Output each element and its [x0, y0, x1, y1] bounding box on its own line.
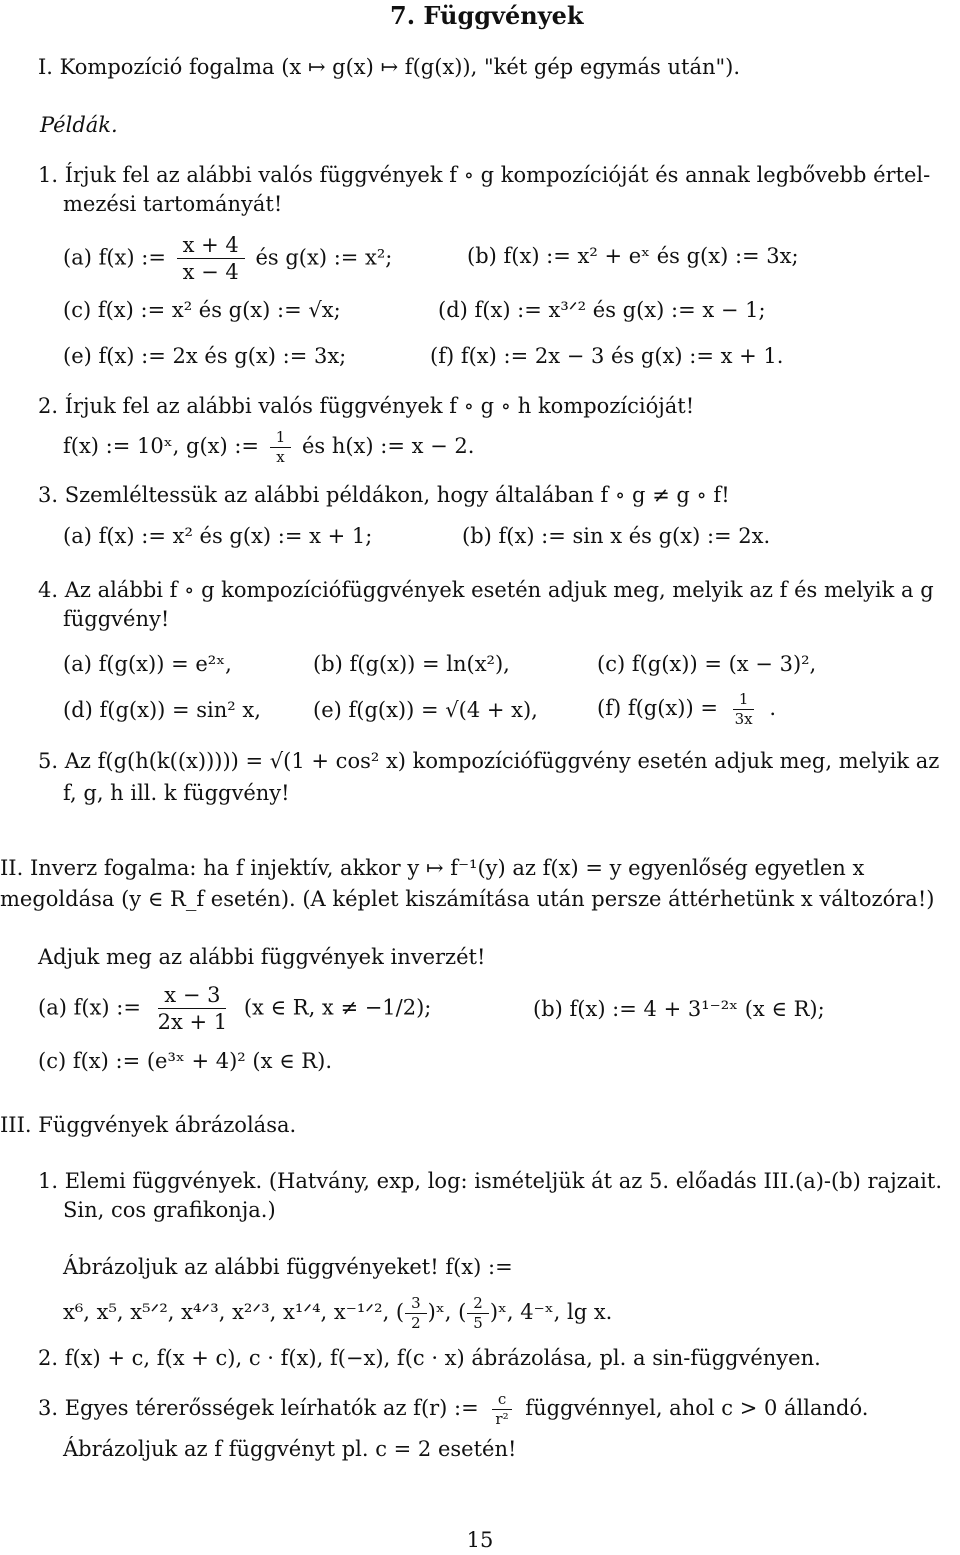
- exercise-4-line-2: függvény!: [63, 607, 170, 631]
- fraction-denominator: 2x + 1: [157, 1010, 228, 1035]
- fraction-denominator: r²: [495, 1409, 509, 1428]
- exercise-4c: (c) f(g(x)) = (x − 3)²,: [597, 652, 817, 676]
- fraction-three-halves: [405, 1294, 427, 1333]
- functions-mid: )ˣ, (: [427, 1299, 467, 1324]
- item-3-fraction: [489, 1390, 514, 1429]
- exercise-2-left: f(x) := 10ˣ, g(x) :=: [63, 433, 260, 458]
- exercise-4f: [597, 690, 776, 729]
- exercise-4-line-1: 4. Az alábbi f ∘ g kompozíciófüggvények esetén adjuk meg, melyik az f és melyik a g: [38, 578, 934, 602]
- fraction-numerator: 1: [270, 428, 292, 448]
- examples-label: Példák.: [40, 113, 118, 137]
- section-3-item-1-line-2: Sin, cos grafikonja.): [63, 1198, 276, 1222]
- section-3-item-3-task: Ábrázoljuk az f függvényt pl. c = 2 esetén!: [63, 1437, 517, 1461]
- exercise-2-line-2: [63, 428, 474, 467]
- section-3-item-3: [38, 1390, 868, 1429]
- exercise-1e: (e) f(x) := 2x és g(x) := 3x;: [63, 344, 347, 368]
- inverse-b: (b) f(x) := 4 + 3¹⁻²ˣ (x ∈ R);: [533, 997, 825, 1021]
- fraction-numerator: x + 4: [177, 232, 245, 259]
- exercise-3b: (b) f(x) := sin x és g(x) := 2x.: [462, 524, 771, 548]
- exercise-4a: (a) f(g(x)) = e²ˣ,: [63, 652, 232, 676]
- functions-left: x⁶, x⁵, x⁵ᐟ², x⁴ᐟ³, x²ᐟ³, x¹ᐟ⁴, x⁻¹ᐟ², (: [63, 1299, 405, 1324]
- fraction-denominator: x − 4: [182, 260, 239, 285]
- inverse-a-left: (a) f(x) :=: [38, 995, 141, 1020]
- section-2-line-1: II. Inverz fogalma: ha f injektív, akkor y ↦ f⁻¹(y) az f(x) = y egyenlőség egyetlen x: [0, 856, 865, 880]
- item-3-left: 3. Egyes térerősségek leírhatók az f(r) :=: [38, 1395, 479, 1420]
- fraction-denominator: x: [276, 447, 285, 466]
- exercise-3-line-1: 3. Szemléltessük az alábbi példákon, hogy általában f ∘ g ≠ g ∘ f!: [38, 483, 730, 507]
- exercise-1a-right: és g(x) := x²;: [255, 245, 393, 270]
- exercise-1-line-1: 1. Írjuk fel az alábbi valós függvények f ∘ g kompozícióját és annak legbővebb értel-: [38, 163, 931, 187]
- exercise-4f-fraction: [729, 690, 759, 729]
- functions-right: )ˣ, 4⁻ˣ, lg x.: [489, 1299, 613, 1324]
- exercise-4f-left: (f) f(g(x)) =: [597, 695, 718, 720]
- section-3-item-1-line-1: 1. Elemi függvények. (Hatvány, exp, log: ismételjük át az 5. előadás III.(a)-(b) rajzait.: [38, 1169, 943, 1193]
- section-3-item-1-functions: [63, 1294, 612, 1333]
- section-3-item-2: 2. f(x) + c, f(x + c), c · f(x), f(−x), f(c · x) ábrázolása, pl. a sin-függvényen.: [38, 1346, 821, 1370]
- exercise-1a-left: (a) f(x) :=: [63, 245, 166, 270]
- inverse-a-fraction: [152, 982, 234, 1036]
- section-3-item-1-task: Ábrázoljuk az alábbi függvényeket! f(x) :=: [63, 1255, 513, 1279]
- section-1-title: I. Kompozíció fogalma (x ↦ g(x) ↦ f(g(x)), "két gép egymás után").: [38, 55, 741, 79]
- exercise-4f-right: .: [769, 695, 777, 720]
- item-3-right: függvénnyel, ahol c > 0 állandó.: [525, 1395, 869, 1420]
- fraction-numerator: 1: [733, 690, 755, 710]
- fraction-denominator: 3x: [734, 709, 753, 728]
- exercise-1b: (b) f(x) := x² + eˣ és g(x) := 3x;: [467, 244, 799, 268]
- page-number: 15: [466, 1528, 494, 1552]
- fraction-two-fifths: [467, 1294, 489, 1333]
- exercise-1f: (f) f(x) := 2x − 3 és g(x) := x + 1.: [430, 344, 784, 368]
- inverse-a-right: (x ∈ R, x ≠ −1/2);: [243, 995, 432, 1020]
- section-3-title: III. Függvények ábrázolása.: [0, 1113, 297, 1137]
- fraction-denominator: 5: [473, 1313, 483, 1332]
- fraction-denominator: 2: [411, 1313, 421, 1332]
- exercise-1a: [63, 232, 392, 286]
- fraction-numerator: c: [492, 1390, 512, 1410]
- exercise-1a-fraction: [177, 232, 245, 286]
- page-title: 7. Függvények: [390, 1, 584, 30]
- exercise-5-line-2: f, g, h ill. k függvény!: [63, 781, 290, 805]
- exercise-5-line-1: 5. Az f(g(h(k((x))))) = √(1 + cos² x) kompozíciófüggvény esetén adjuk meg, melyik az: [38, 749, 940, 773]
- exercise-2-fraction: [270, 428, 292, 467]
- exercise-4d: (d) f(g(x)) = sin² x,: [63, 698, 261, 722]
- exercise-1d: (d) f(x) := x³ᐟ² és g(x) := x − 1;: [438, 298, 766, 322]
- exercise-1-line-2: mezési tartományát!: [63, 192, 283, 216]
- exercise-2-right: és h(x) := x − 2.: [301, 433, 475, 458]
- exercise-4e: (e) f(g(x)) = √(4 + x),: [313, 698, 538, 722]
- inverse-a: [38, 982, 431, 1036]
- exercise-1c: (c) f(x) := x² és g(x) := √x;: [63, 298, 341, 322]
- exercise-4b: (b) f(g(x)) = ln(x²),: [313, 652, 510, 676]
- inverse-c: (c) f(x) := (e³ˣ + 4)² (x ∈ R).: [38, 1049, 332, 1073]
- fraction-numerator: 2: [467, 1294, 489, 1314]
- exercise-3a: (a) f(x) := x² és g(x) := x + 1;: [63, 524, 373, 548]
- fraction-numerator: x − 3: [158, 982, 226, 1009]
- section-2-task: Adjuk meg az alábbi függvények inverzét!: [38, 945, 486, 969]
- section-2-line-2: megoldása (y ∈ R_f esetén). (A képlet kiszámítása után persze áttérhetünk x változóra!): [0, 887, 935, 911]
- fraction-numerator: 3: [405, 1294, 427, 1314]
- exercise-2-line-1: 2. Írjuk fel az alábbi valós függvények f ∘ g ∘ h kompozícióját!: [38, 394, 695, 418]
